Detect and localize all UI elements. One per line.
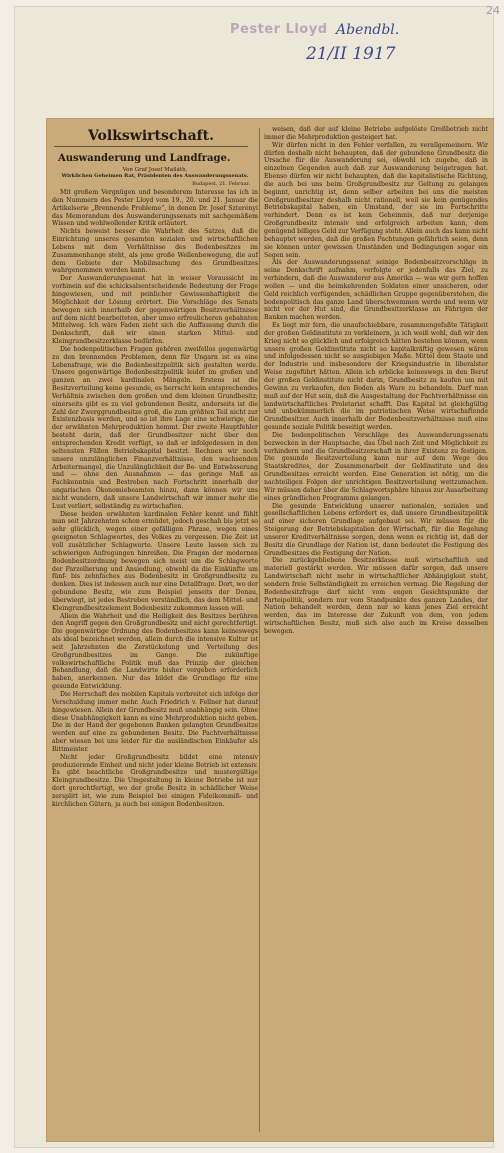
newspaper-stamp: Pester Lloyd [230, 22, 328, 37]
article-paragraph: Allein die Wahrheit und die Heiligkeit des Besitzes berühren den Angriff gegen den Großgrundbesitz und nicht gerechtfertigt. Die gegenwärtige Ordnung des Bodenbesitzes kann keineswegs als ideal bezeichnet werden, allein durch die intensive Kultur ist seit Jahrzehnten die Zerstückelung und Verteilung des Großgrundbesitzes im Gange. Die zukünftige volkswirtschaftliche Politik muß das Prinzip der gleichen Behandlung, daß die Landwirte bisher vergeben erforderlich haben, anerkennen. Nur das bildet die Grundlage für eine gesunde Entwicklung. [52, 612, 258, 691]
left-column [52, 126, 258, 1134]
article-paragraph: Nichts beweist besser die Wahrheit des Satzes, daß die Einrichtung unseres gesamten sozialen und wirtschaftlichen Lebens mit dem Verhältnisse des Bodenbesitzes im Zusammenhange steht, als jene große Wellenbewegung, die auf dem Gebiete der Mobilmachung des Grundbesitzes wahrgenommen werden kann. [52, 228, 258, 275]
article-paragraph: Der Auswanderungssenat hat in weiser Voraussicht im vorhinein auf die schicksalsentscheidende Bedeutung der Frage hingewiesen, und mit peinlicher Gewissenhaftigkeit die Möglichkeit der Lösung erörtert. Die Vorschläge des Senats bewegen sich innerhalb der gegenwärtigen Besitzverhältnisse auf dem nicht bearbeiteten, aber umso erfreulicheren gebahnten Mittelweg. Ich wäre Faden zieht sich die Auffassung durch die Denkschrift, daß wir einen starken Mittel- und Kleingrundbesitzerklasse bedürfen. [52, 275, 258, 346]
article-paragraph: Die bodenpolitischen Fragen gehören zweifellos gegenwärtig zu den brennenden Problemen, denn für Ungarn ist es eine Lebensfrage, wie die Bodenbesitzpolitik sich gestalten werde. Unsere gegenwärtige Bodenbesitzpolitik leidet im großen und ganzen an zwei kardinalen Mängeln. Erstens ist die Besitzverteilung keine gesunde, es herrscht kein entsprechendes Verhältnis zwischen dem großen und dem kleinen Grundbesitz; einerseits gibt es zu viel gebundenen Besitz, anderseits ist die Zahl der Zwerggrundbesitze groß, die zum größten Teil nicht zur Existenzbasis werden, und so ist ihre Lage eine schwierige, die der erwähnten Mehrproduktion hemmt. Der zweite Hauptfehler besteht darin, daß der Grundbesitzer nicht über den entsprechenden Kredit verfügt, so daß er infolgedessen in den seltensten Fällen Betriebskapital besitzt. Rechnen wir noch unsere unzulänglichen Finanzverhältnisse, den wachsenden Arbeitermangel, die Unzulänglichkeit der Be- und Entwässerung und — ohne den Ausnahmen — das geringe Maß an Fachkenntnis und Bestreben nach Fortschritt innerhalb der ungarischen Ökonomiebeamten hinzu, dann können wir uns nicht wundern, daß unsere Landwirtschaft wir immer mehr die Lust verliert, selbständig zu wirtschaften. [52, 345, 258, 510]
handwritten-date: 21/II 1917 [306, 44, 396, 64]
author-role: Wirklichen Geheimen Rat, Präsidenten des Auswanderungssenats. [61, 173, 249, 179]
article-paragraph: Die gesunde Entwicklung unserer nationalen, sozialen und gesellschaftlichen Lebens erfordert es, daß unsere Grundbesitzpolitik auf einer sicheren Grundlage aufgebaut sei. Wir müssen für die Steigerung der Betriebskapitalien der Wirtschaft, für die Regelung unserer Kreditverhältnisse sorgen, denn wenn es richtig ist, daß der Besitz die Grundlage der Nation ist, dann bedeutet die Festigung des Grundbesitzes die Festigung der Nation. [264, 502, 488, 557]
dateline: Budapest, 21. Februar. [192, 181, 250, 187]
article-paragraph: Mit großem Vergnügen und besonderem Interesse las ich in den Nummern des Pester Lloyd vom 19., 20. und 21. Januar die Artikelserie „Brennende Probleme“, in denen Dr. Josef Szterényi das Memorandum des Auswanderungssenats mit sachgemäßem Wissen und wohlwollender Kritik erläutert. [52, 189, 258, 228]
right-column [264, 126, 488, 1134]
right-body [264, 126, 488, 636]
article-paragraph: Als der Auswanderungssenat seinige Bodenbesitzvorschläge in seine Denkschrift aufnahm, verfolgte er jedenfalls das Ziel, zu verhindern, daß die Auswanderer aus Amerika — was wir gern hoffen wollen — und die heimkehrenden Soldaten einer unsicheren, oder Geld reichlich verfügenden, schädlichen Gruppe gegenüberstehen, die bodenpolitisch das ganze Land überschwemmen werde und wenn wir nicht vor der Hut sind, die Grundbesitzerklasse an Fährigen der Banken machen werden. [264, 259, 488, 322]
article-paragraph: Diese beiden erwähnten kardinalen Fehler kennt und fühlt man seit Jahrzehnten schon ermüdet, jedoch geschah bis jetzt so sehr glücklich, wegen einer gefälligen Phrase, wegen eines geeigneten Schlagwortes, des Volkes zu vergessen. Die Zeit ist voll zusätzlicher Schlagworte. Unsere Leute lassen sich zu schwierigen Aufregungen hinreißen. Die Fragen der modernen Bodenbesitzordnung bewegen sich meist um die Schlagworte der Parzellierung und Ansiedlung, obwohl da die Einkünfte um fünf- bis zehnfaches aus Bodenbesitz in Großgrundbesitz zu denken. Dies ist indessen auch nur eine Detailfrage. Dort, wo der gebundene Besitz, wie zum Beispiel jenseits der Donau, überwiegt, ist jedes Bestreben verständlich, das dem Mittel- und Kleingrundbesitzelement Bodenbesitz zukommen lassen will. [52, 510, 258, 612]
handwritten-note: Abendbl. [336, 22, 400, 38]
article-paragraph: Nicht jeder Großgrundbesitz bildet eine intensiv produzierende Einheit und nicht jeder kleine Betrieb ist extensiv. Es gibt beachtliche Großgrundbesitze und mustergültige Kleingrundbesitze. Die Umgestaltung in kleine Betriebe ist nur dort gerechtfertigt, wo der große Besitz in schädlicher Weise zersplitt ist, wie zum Beispiel bei einigen Fideikommiß- und kirchlichen Gütern, ja auch bei einigen Bodenbesitzen. [52, 753, 258, 808]
article-paragraph: Die bodenpolitischen Vorschläge des Auswanderungssenats bezwecken in der Hauptsache, das Übel nach Zeit und Möglichkeit zu verhindern und die Grundbesitzerschaft in ihrer Existenz zu festigen. Die gesunde Besitzverteilung kann nur auf dem Wege des Staatskredites, der Zusammenarbeit der Geldinstitute und des Grundbesitzes erreicht werden. Eine Generation ist nötig, um die nachteiligen Folgen der unrichtigen Besitzverteilung wettzumachen. Wir müssen daher über die Schlagwortsphäre hinaus zur Ausarbeitung eines gründlichen Programms gelangen. [264, 431, 488, 502]
article-paragraph: Die zurückgebliebene Besitzerklasse muß wirtschaftlich und materiell gestärkt werden. Wir müssen dafür sorgen, daß unsere Landwirtschaft nicht mehr in wirtschaftlicher Abhängigkeit steht, sondern freie Selbständigkeit zu erreichen vermag. Die Regelung der Bodenbesitzfrage darf nicht vom engen Gesichtspunkte der Parteipolitik, sondern nur vom Standpunkte des ganzen Landes, der Nation behandelt werden, denn nur so kann jenes Ziel erreicht werden, das im Interesse der Zukunft von dem, von jedem wirtschaftlichen Besitz, muß sich also auch im Kreise desselben bewegen. [264, 557, 488, 635]
newspaper-clipping [46, 118, 494, 1142]
article-paragraph: weisen, daß der auf kleine Betriebe aufgelöste Großbetrieb nicht immer die Mehrproduktion gesteigert hat. [264, 126, 488, 141]
article-title: Auswanderung und Landfrage. [58, 153, 231, 164]
article-paragraph: Es liegt mir fern, die unaufschiebbare, zusammengefaßte Tätigkeit der großen Geldinstitute zu verkleinern, ja ich weiß wohl, daß wir den Krieg nicht so glücklich und erfolgreich hätten bestehen können, wenn unsere großen Geldinstitute nicht so kapitalkräftig gewesen wären und infolgedessen nicht so ausgiebigen Maße. Mittel dem Staate und der Industrie und insbesondere der Kriegsindustrie in liberalster Weise zugeführt hätten. Allein ich erblicke keineswegs in den Beruf der großen Geldinstitute nicht darin, Grundbesitz zu kaufen um mit Gewinn zu verkaufen, den Boden als Ware zu behandeln. Darf man muß auf der Hut sein, daß die Ausgestaltung der Pachtverhältnisse ein landwirtschaftliches Proletariat schafft. Das Kapital ist gleichgültig und unbekümmerlich die im patriotischen Weise wirtschaftende Grundbesitzer. Auch innerhalb der Bodenbesitzverhältnisse muß eine gesunde soziale Politik beseitigt werden. [264, 322, 488, 432]
article-paragraph: Wir dürfen nicht in den Fehler verfallen, zu verallgemeinern. Wir dürfen deshalb nicht behaupten, daß der gebundene Grundbesitz die Ursache für die Auswanderung sei, obwohl ich zugebe, daß in einzelnen Gegenden auch daß zur Auswanderung beigetragen hat. Ebenso dürfen wir nicht behaupten, daß die kapitalistische Richtung, die auch bei uns beim Großgrundbesitz zur Geltung zu gelangen beginnt, unrichtig ist, denn selber arbeiten bei uns die meisten Großgrundbesitzer deshalb nicht rationell, weil sie kein genügendes Betriebskapital haben, ein Umstand, der sie im Fortschritte verhindert. Denn es ist kein Geheimnis, daß nur derjenige Großgrundbesitz intensiv und erfolgreich arbeiten kann, dem genügend billiges Geld zur Verfügung steht. Allein auch das kann nicht behauptet werden, daß die großen Pachtungen gefährlich seien, denn sie können unter gewissen Umständen und Bedingungen sogar ein Segen sein. [264, 141, 488, 259]
page-number: 24 [486, 4, 500, 17]
article-paragraph: Die Herrschaft des mobilen Kapitals verbreitet sich infolge der Verschuldung immer mehr. Auch Friedrich v. Fellner hat darauf hingewiesen. Allein der Grundbesitz muß unabhängig sein. Ohne diese Unabhängigkeit kann es eine Mehrproduktion nicht geben. Die in der Hand der gegebenen Banken gelangten Grundbesitze werden auf eine zu gebundenen Besitz. Die Pachtverhältnisse aber wiesen bei uns leider für die ausländischen Einkäufer als Rittmeister. [52, 691, 258, 753]
left-body [52, 189, 258, 809]
section-heading: Volkswirtschaft. [54, 128, 248, 147]
article-author: Von Graf Josef Mailáth, [122, 167, 188, 173]
column-divider [259, 128, 260, 1132]
